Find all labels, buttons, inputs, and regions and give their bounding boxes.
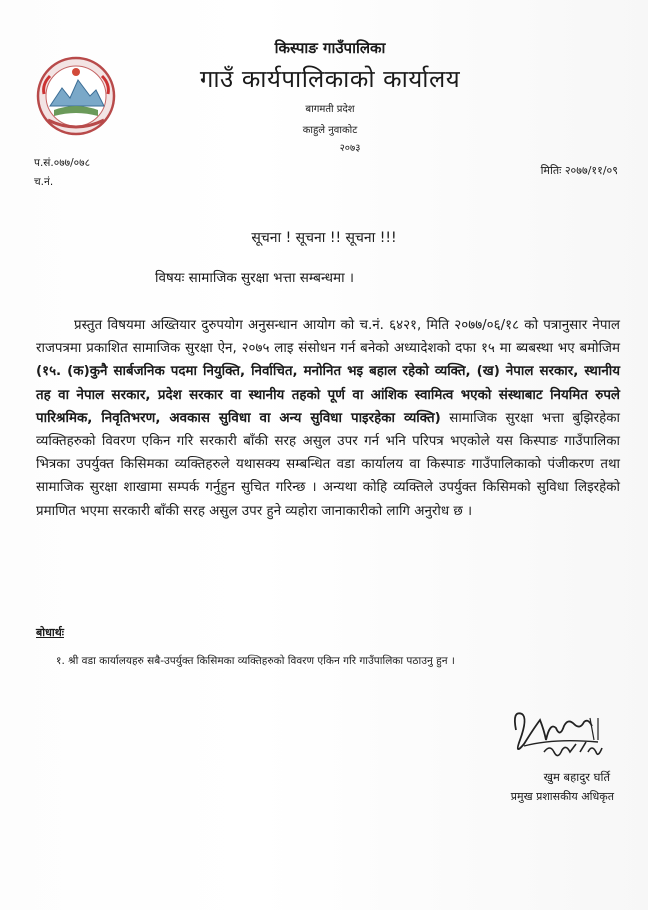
letter-date: मितिः २०७७/११/०९ (540, 164, 618, 177)
province: बागमती प्रदेश (305, 104, 355, 115)
notice-heading: सूचना ! सूचना !! सूचना !!! (251, 230, 397, 246)
org-name: किस्पाङ गाउँपालिका (274, 39, 386, 57)
office-name: गाउँ कार्यपालिकाको कार्यालय (199, 65, 461, 93)
body-bold-clause: (१५. (क)कुनै सार्बजनिक पदमा नियुक्ति, निर्वाचित, मनोनित भइ बहाल रहेको व्यक्ति, (ख) नेपाल सरकार, स्थानीय तह वा नेपाल सरकार, प्रदेश सरकार वा स्थानीय तहको पूर्ण वा आंशिक स्वामित्व भएको संस्थाबाट नियमित रुपले पारिश्रमिक, निवृतिभरण, अवकास सुविधा वा अन्य सुविधा पाइरहेका व्यक्ति) (36, 364, 620, 426)
body-part-2: सामाजिक सुरक्षा भत्ता बुझिरहेका व्यक्तिहरुको विवरण एकिन गरि सरकारी बाँकी सरह असुल उपर गर्न भनि परिपत्र भएकोले यस किस्पाङ गाउँपालिका भित्रका उपर्युक्त किसिमका व्यक्तिहरुले यथासक्य सम्बन्धित वडा कार्यालय वा किस्पाङ गाउँपालिकाको पंजीकरण तथा सामाजिक सुरक्षा शाखामा सम्पर्क गर्नुहुन सुचित गरिन्छ । अन्यथा कोहि व्यक्तिले उपर्युक्त किसिमको सुविधा लिइरहेको प्रमाणित भएमा सरकारी बाँकी सरह असुल उपर हुने व्यहोरा जानाकारीको लागि अनुरोध छ । (36, 410, 620, 519)
dispatch-number: च.नं. (34, 176, 54, 188)
signer-name: खुम बहादुर घर्ति (543, 770, 610, 784)
established-year: २०७३ (339, 143, 361, 154)
cc-label: बोधार्थः (36, 626, 64, 639)
address: काहुले नुवाकोट (302, 125, 358, 136)
handwritten-signature (494, 700, 614, 762)
cc-item: १. श्री वडा कार्यालयहरु सबै-उपर्युक्त किसिमका व्यक्तिहरुको विवरण एकिन गरि गाउँपालिका पठाउनु हुन । (56, 655, 455, 667)
nepal-emblem-icon (34, 54, 118, 138)
body-part-1: प्रस्तुत विषयमा अख्तियार दुरुपयोग अनुसन्धान आयोग को च.नं. ६४२१, मिति २०७७/०६/१८ को पत्रानुसार नेपाल राजपत्रमा प्रकाशित सामाजिक सुरक्षा ऐन, २०७५ लाइ संसोधन गर्न बनेको अध्यादेशको दफा १५ मा ब्यबस्था भए बमोजिम (36, 318, 620, 357)
subject-line: विषयः सामाजिक सुरक्षा भत्ता सम्बन्धमा । (155, 270, 354, 286)
reference-number: प.सं.०७७/०७८ (34, 157, 91, 169)
notice-body (36, 314, 620, 523)
signer-title: प्रमुख प्रशासकीय अधिकृत (510, 790, 614, 803)
